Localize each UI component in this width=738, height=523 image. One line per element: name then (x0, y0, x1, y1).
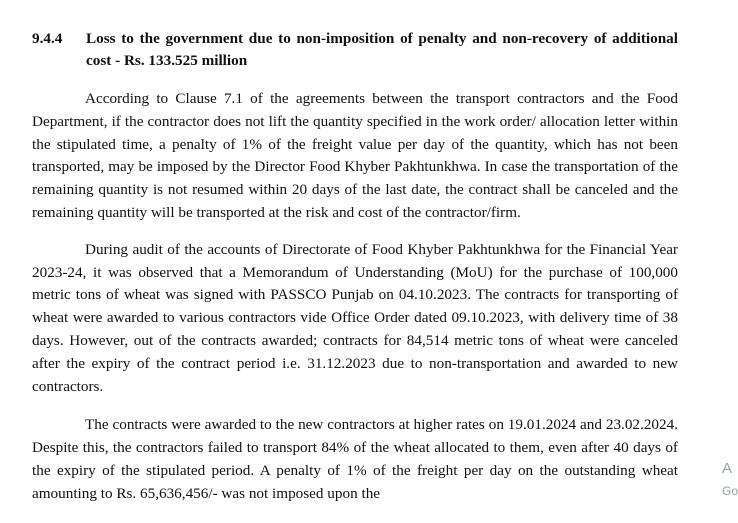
paragraph-new-contracts: The contracts were awarded to the new contractors at higher rates on 19.01.2024 and 23.02.2024. Despite this, the contractors failed to transport 84% of the wheat allocated to them, even after 40 days of the expiry of the stipulated period. A penalty of 1% of the freight per day on the outstanding wheat amounting to Rs. 65,636,456/- was not imposed upon the (32, 416, 678, 502)
activate-windows-watermark (722, 458, 736, 502)
paragraph-audit-observation: During audit of the accounts of Directorate of Food Khyber Pakhtunkhwa for the Financial Year 2023-24, it was observed that a Memorandum of Understanding (MoU) for the purchase of 100,000 metric tons of wheat was signed with PASSCO Punjab on 04.10.2023. The contracts for transporting of wheat were awarded to various contractors vide Office Order dated 09.10.2023, with delivery time of 38 days. However, out of the contracts awarded; contracts for 84,514 metric tons of wheat were canceled after the expiry of the contract period i.e. 31.12.2023 due to non-transportation and awarded to new contractors. (32, 240, 678, 395)
watermark-line-2: Go (722, 484, 738, 498)
section-number: 9.4.4 (32, 30, 63, 47)
section-title: Loss to the government due to non-imposition of penalty and non-recovery of additional cost - Rs. 133.525 million (86, 30, 678, 69)
section-heading (32, 28, 678, 72)
paragraph-clause-7-1: According to Clause 7.1 of the agreements between the transport contractors and the Food Department, if the contractor does not lift the quantity specified in the work order/ allocation letter within the stipulated time, a penalty of 1% of the freight value per day of the quantity, which has not been transported, may be imposed by the Director Food Khyber Pakhtunkhwa. In case the transportation of the remaining quantity is not resumed within 20 days of the last date, the contract shall be canceled and the remaining quantity will be transported at the risk and cost of the contractor/firm. (32, 90, 678, 221)
document-page (32, 28, 678, 506)
watermark-line-1: A (722, 460, 733, 477)
